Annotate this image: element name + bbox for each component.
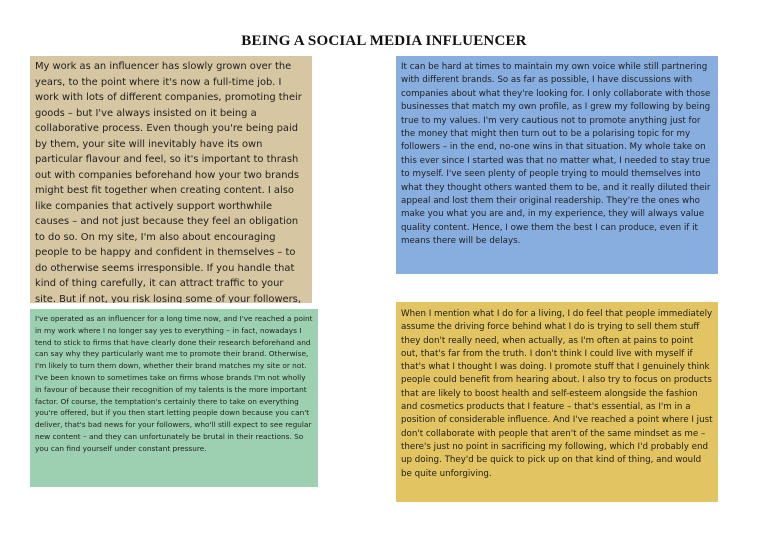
panel-text: My work as an influencer has slowly grown over the years, to the point where it's now a full-time job. I work with lots of different companies, promoting their goods – but I've always insisted on it being a collaborative process. Even though you're being paid by them, your site will inevitably have its own particular flavour and feel, so it's important to thrash out with companies beforehand how your two brands might best fit together when creating content. I also like companies that actively support worthwhile causes – and not just because they feel an obligation to do so. On my site, I'm also about encouraging people to be happy and confident in themselves – to do otherwise seems irresponsible. If you handle that kind of thing carefully, it can attract traffic to your site. But if not, you risk losing some of your followers, [35,61,302,303]
panel-text: When I mention what I do for a living, I do feel that people immediately assume the driving force behind what I do is trying to sell them stuff they don't really need, when actually, as I'm often at pains to point out, that's far from the truth. I don't think I could live with myself if that's what I thought I was doing. I promote stuff that I genuinely think people could benefit from hearing about. I also try to focus on products that are likely to boost health and self-esteem alongside the fashion and cosmetics products that I feature – that's essential, as I'm in a position of considerable influence. And I've reached a point where I just don't collaborate with people that aren't of the same mindset as me – there's just no point in sacrificing my following, which I'd probably end up doing. They'd be quick to pick up on that kind of thing, and would be quite unforgiving. [401,309,713,479]
text-panel-tan [30,56,312,303]
text-panel-green [30,309,318,487]
panel-text: I've operated as an influencer for a long time now, and I've reached a point in my work where I no longer say yes to everything – in fact, nowadays I tend to stick to firms that have clearly done their research beforehand and can say why they particularly want me to promote their brand. Otherwise, I'm likely to turn them down, whether their brand matches my site or not. I've been known to sometimes take on firms whose brands I'm not wholly in favour of because their recognition of my talents is the more important factor. Of course, the temptation's certainly there to take on everything you're offered, but if you then start letting people down because you can't deliver, that's bad news for your followers, who'll still expect to see regular new content – and they can unfortunately be brutal in their reactions. So you can find yourself under constant pressure. [35,314,313,453]
panel-text: It can be hard at times to maintain my own voice while still partnering with different brands. So as far as possible, I have discussions with companies about what they're looking for. I only collaborate with those businesses that match my own profile, as I grew my following by being true to my values. I'm very cautious not to promote anything just for the money that might then turn out to be a polarising topic for my followers – in the end, no-one wins in that situation. My whole take on this ever since I started was that no matter what, I needed to stay true to myself. I've seen plenty of people trying to mould themselves into what they thought others wanted them to be, and it really diluted their appeal and lost them their original readership. They're the ones who make you what you are and, in my experience, they will always value quality content. Hence, I owe them the best I can produce, even if it means there will be delays. [401,62,711,247]
text-panel-blue [396,56,718,274]
page-title: BEING A SOCIAL MEDIA INFLUENCER [241,33,527,49]
text-panel-gold [396,302,718,502]
